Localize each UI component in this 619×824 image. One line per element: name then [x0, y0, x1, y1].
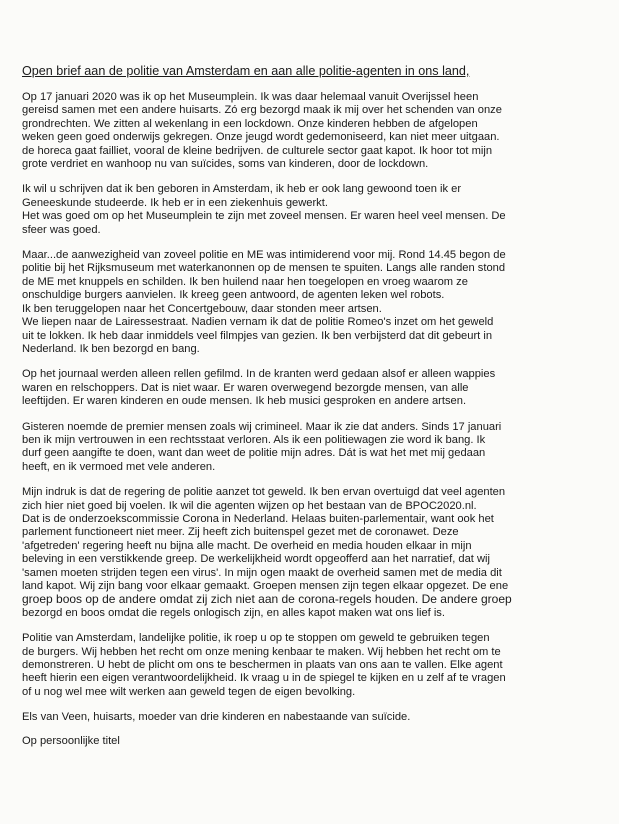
- text-line: gereisd samen met een andere huisarts. Zó erg bezorgd maak ik mij over het schenden van onze: [22, 104, 502, 117]
- letter-paragraph: [22, 421, 589, 475]
- text-line: 'afgetreden' regering heeft nu bijna alle macht. De overheid en media houden elkaar in mijn: [22, 539, 472, 552]
- text-line: weken geen goed onderwijs gekregen. Onze jeugd wordt gedemoniseerd, kan niet meer uitgaan.: [22, 131, 500, 144]
- text-line: heeft hierin een eigen verantwoordelijkheid. Ik vraag u in de spiegel te kijken en u zelf af te vragen: [22, 672, 506, 685]
- letter-paragraph: [22, 632, 589, 699]
- text-line: onschuldige burgers aanvielen. Ik kreeg geen antwoord, de agenten leken wel robots.: [22, 289, 445, 302]
- text-line: de horeca gaat failliet, vooral de kleine bedrijven. de culturele sector gaat kapot. Ik hoor tot mijn: [22, 144, 493, 157]
- letter-paragraph: [22, 249, 589, 356]
- text-line: groep boos op de andere omdat zij zich niet aan de corona-regels houden. De andere groep: [22, 592, 512, 607]
- letter-paragraph: [22, 183, 589, 237]
- text-line: waren en relschoppers. Dat is niet waar. Er waren overwegend bezorgde mensen, van alle: [22, 381, 469, 394]
- text-line: uit te lokken. Ik heb daar inmiddels veel filmpjes van gezien. Ik ben verbijsterd dat dit gebeurt in: [22, 329, 493, 342]
- text-line: 'samen moeten strijden tegen een virus'. In mijn ogen maakt de overheid samen met de media dit: [22, 566, 502, 579]
- letter-title: Open brief aan de politie van Amsterdam en aan alle politie-agenten in ons land,: [22, 64, 470, 78]
- text-line: Ik ben teruggelopen naar het Concertgebouw, daar stonden meer artsen.: [22, 302, 382, 315]
- letter-paragraph: [22, 91, 589, 171]
- text-line: land kapot. Wij zijn bang voor elkaar gemaakt. Groepen mensen zijn tegen elkaar opgezet. De ene: [22, 580, 509, 592]
- text-line: of u nog wel mee wilt werken aan geweld tegen de eigen bevolking.: [22, 685, 356, 698]
- text-line: demonstreren. U hebt de plicht om ons te beschermen in plaats van ons aan te vallen. Elke agent: [22, 659, 503, 672]
- text-line: bezorgd en boos omdat die regels onlogisch zijn, en alles kapot maken wat ons lief is.: [22, 606, 445, 619]
- text-line: politie bij het Rijksmuseum met waterkanonnen op de mensen te spuiten. Langs alle randen stond: [22, 262, 506, 275]
- text-line: Nederland. Ik ben bezorgd en bang.: [22, 342, 200, 355]
- closing-line: Op persoonlijke titel: [22, 734, 120, 747]
- text-line: Dat is de onderzoekscommissie Corona in Nederland. Helaas buiten-parlementair, want ook het: [22, 512, 494, 525]
- text-line: parlement functioneert niet meer. Zij heeft zich buitenspel gezet met de coronawet. Deze: [22, 526, 459, 539]
- text-line: Maar...de aanwezigheid van zoveel politie en ME was intimiderend voor mij. Rond 14.45 begon de: [22, 249, 506, 262]
- text-line: Op het journaal werden alleen rellen gefilmd. In de kranten werd gedaan alsof er alleen wappies: [22, 368, 496, 381]
- text-line: grondrechten. We zitten al wekenlang in een lockdown. Onze kinderen hebben de afgelopen: [22, 117, 478, 130]
- text-line: de burgers. Wij hebben het recht om onze mening kenbaar te maken. Wij hebben het recht om te: [22, 645, 501, 658]
- text-line: leeftijden. Er waren kinderen en oude mensen. Ik heb musici gesproken en andere artsen.: [22, 395, 467, 408]
- letter-paragraph: [22, 368, 589, 408]
- text-line: Gisteren noemde de premier mensen zoals wij crimineel. Maar ik zie dat anders. Sinds 17 januari: [22, 420, 502, 433]
- text-line: zich hier niet goed bij voelen. Ik wil die agenten wijzen op het bestaan van de BPOC2020.nl.: [22, 499, 477, 512]
- text-line: grote verdriet en wanhoop nu van suïcides, soms van kinderen, door de lockdown.: [22, 158, 429, 171]
- text-line: Ik wil u schrijven dat ik ben geboren in Amsterdam, ik heb er ook lang gewoond toen ik er: [22, 183, 462, 196]
- text-line: ben ik mijn vertrouwen in een rechtsstaat verloren. Als ik een politiewagen zie word ik bang. Ik: [22, 433, 486, 446]
- text-line: heeft, en ik vermoed met vele anderen.: [22, 460, 216, 473]
- text-line: Politie van Amsterdam, landelijke politie, ik roep u op te stoppen om geweld te gebruiken tegen: [22, 632, 490, 645]
- text-line: de ME met knuppels en schilden. Ik ben huilend naar hen toegelopen en vroeg waarom ze: [22, 275, 468, 288]
- text-line: Op 17 januari 2020 was ik op het Museumplein. Ik was daar helemaal vanuit Overijssel heen: [22, 91, 479, 103]
- text-line: We liepen naar de Lairessestraat. Nadien vernam ik dat de politie Romeo's inzet om het geweld: [22, 316, 494, 329]
- text-line: Mijn indruk is dat de regering de politie aanzet tot geweld. Ik ben ervan overtuigd dat veel agenten: [22, 486, 506, 499]
- text-line: durf geen aangifte te doen, want dan weet de politie mijn adres. Dát is wat het met mij gedaan: [22, 447, 486, 460]
- text-line: Het was goed om op het Museumplein te zijn met zoveel mensen. Er waren heel veel mensen. De: [22, 210, 506, 223]
- letter-paragraph: [22, 486, 589, 620]
- signature-line: Els van Veen, huisarts, moeder van drie kinderen en nabestaande van suïcide.: [22, 711, 411, 724]
- text-line: sfeer was goed.: [22, 223, 101, 236]
- text-line: beleving in een verstikkende greep. De werkelijkheid wordt opgeofferd aan het narratief, dat wij: [22, 553, 490, 566]
- text-line: Geneeskunde studeerde. Ik heb er in een ziekenhuis gewerkt.: [22, 196, 328, 209]
- letter-body: [22, 91, 589, 699]
